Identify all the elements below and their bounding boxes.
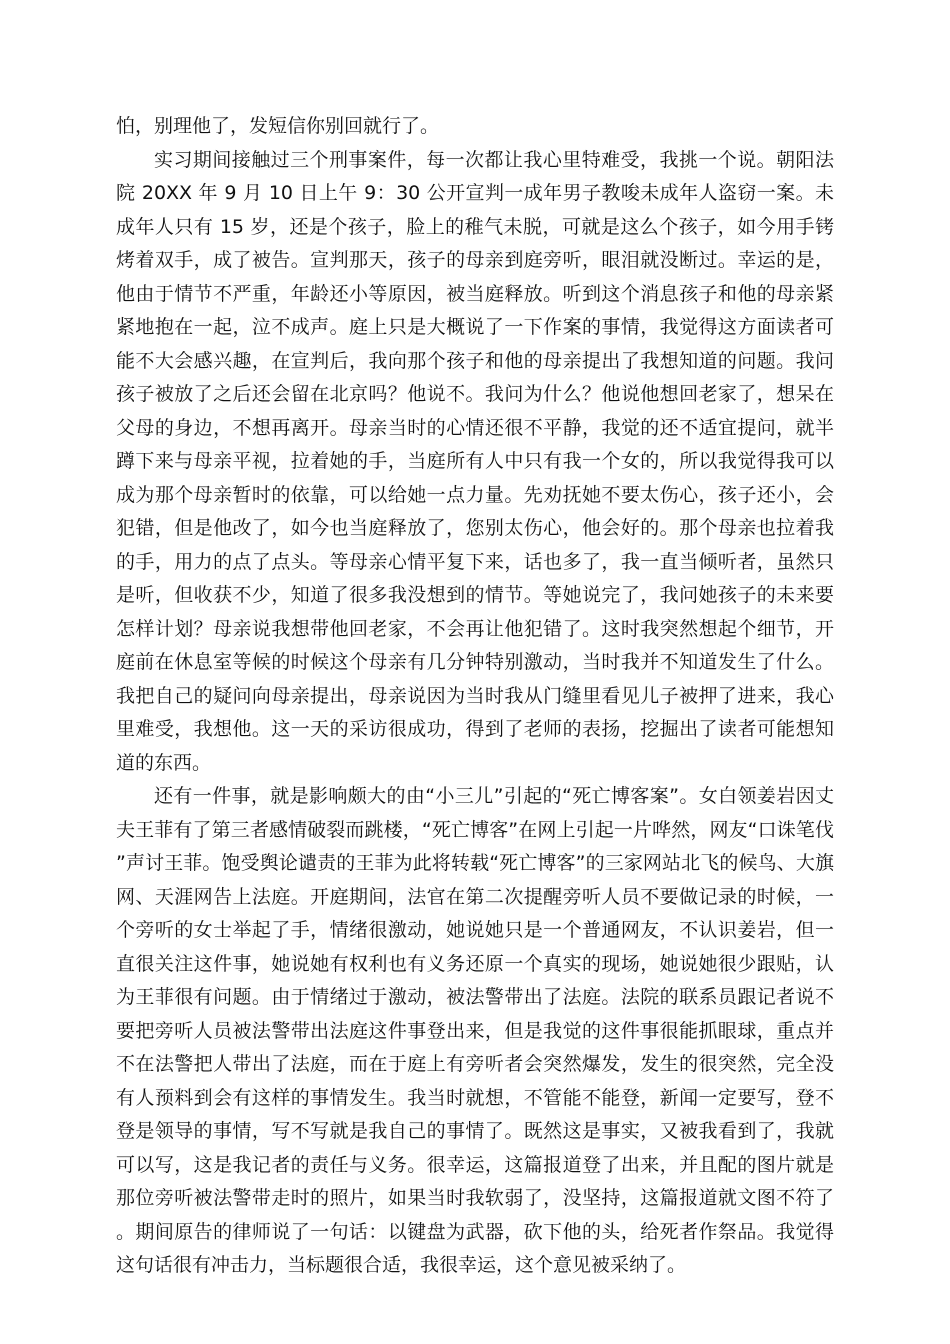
- document-body: [116, 110, 834, 1283]
- paragraph-death-blog-case: 还有一件事，就是影响颇大的由“小三儿”引起的“死亡博客案”。女白领姜岩因丈夫王菲有了第三者感情破裂而跳楼，“死亡博客”在网上引起一片哗然，网友“口诛笔伐”声讨王菲。饱受舆论谴责的王菲为此将转载“死亡博客”的三家网站北飞的候鸟、大旗网、天涯网告上法庭。开庭期间，法官在第二次提醒旁听人员不要做记录的时候，一个旁听的女士举起了手，情绪很激动，她说她只是一个普通网友，不认识姜岩，但一直很关注这件事，她说她有权利也有义务还原一个真实的现场，她说她很少跟贴，认为王菲很有问题。由于情绪过于激动，被法警带出了法庭。法院的联系员跟记者说不要把旁听人员被法警带出法庭这件事登出来，但是我觉的这件事很能抓眼球，重点并不在法警把人带出了法庭，而在于庭上有旁听者会突然爆发，发生的很突然，完全没有人预料到会有这样的事情发生。我当时就想，不管能不能登，新闻一定要写，登不登是领导的事情，写不写就是我自己的事情了。既然这是事实，又被我看到了，我就可以写，这是我记者的责任与义务。很幸运，这篇报道登了出来，并且配的图片就是那位旁听被法警带走时的照片，如果当时我软弱了，没坚持，这篇报道就文图不符了。期间原告的律师说了一句话：以键盘为武器，砍下他的头，给死者作祭品。我觉得这句话很有冲击力，当标题很合适，我很幸运，这个意见被采纳了。: [116, 785, 834, 1276]
- paragraph-criminal-case: 实习期间接触过三个刑事案件，每一次都让我心里特难受，我挑一个说。朝阳法院 20XX 年 9 月 10 日上午 9：30 公开宣判一成年男子教唆未成年人盗窃一案。未成年人只有 15 岁，还是个孩子，脸上的稚气未脱，可就是这么个孩子，如今用手铐烤着双手，成了被告。宣判那天，孩子的母亲到庭旁听，眼泪就没断过。幸运的是，他由于情节不严重，年龄还小等原因，被当庭释放。听到这个消息孩子和他的母亲紧紧地抱在一起，泣不成声。庭上只是大概说了一下作案的事情，我觉得这方面读者可能不大会感兴趣，在宣判后，我向那个孩子和他的母亲提出了我想知道的问题。我问孩子被放了之后还会留在北京吗？他说不。我问为什么？他说他想回老家了，想呆在父母的身边，不想再离开。母亲当时的心情还很不平静，我觉的还不适宜提问，就半蹲下来与母亲平视，拉着她的手，当庭所有人中只有我一个女的，所以我觉得我可以成为那个母亲暂时的依靠，可以给她一点力量。先劝抚她不要太伤心，孩子还小，会犯错，但是他改了，如今也当庭释放了，您别太伤心，他会好的。那个母亲也拉着我的手，用力的点了点头。等母亲心情平复下来，话也多了，我一直当倾听者，虽然只是听，但收获不少，知道了很多我没想到的情节。等她说完了，我问她孩子的未来要怎样计划？母亲说我想带他回老家，不会再让他犯错了。这时我突然想起个细节，开庭前在休息室等候的时候这个母亲有几分钟特别激动，当时我并不知道发生了什么。我把自己的疑问向母亲提出，母亲说因为当时我从门缝里看见儿子被押了进来，我心里难受，我想他。这一天的采访很成功，得到了老师的表扬，挖掘出了读者可能想知道的东西。: [116, 148, 834, 774]
- paragraph-continuation: 怕，别理他了，发短信你别回就行了。: [116, 115, 440, 137]
